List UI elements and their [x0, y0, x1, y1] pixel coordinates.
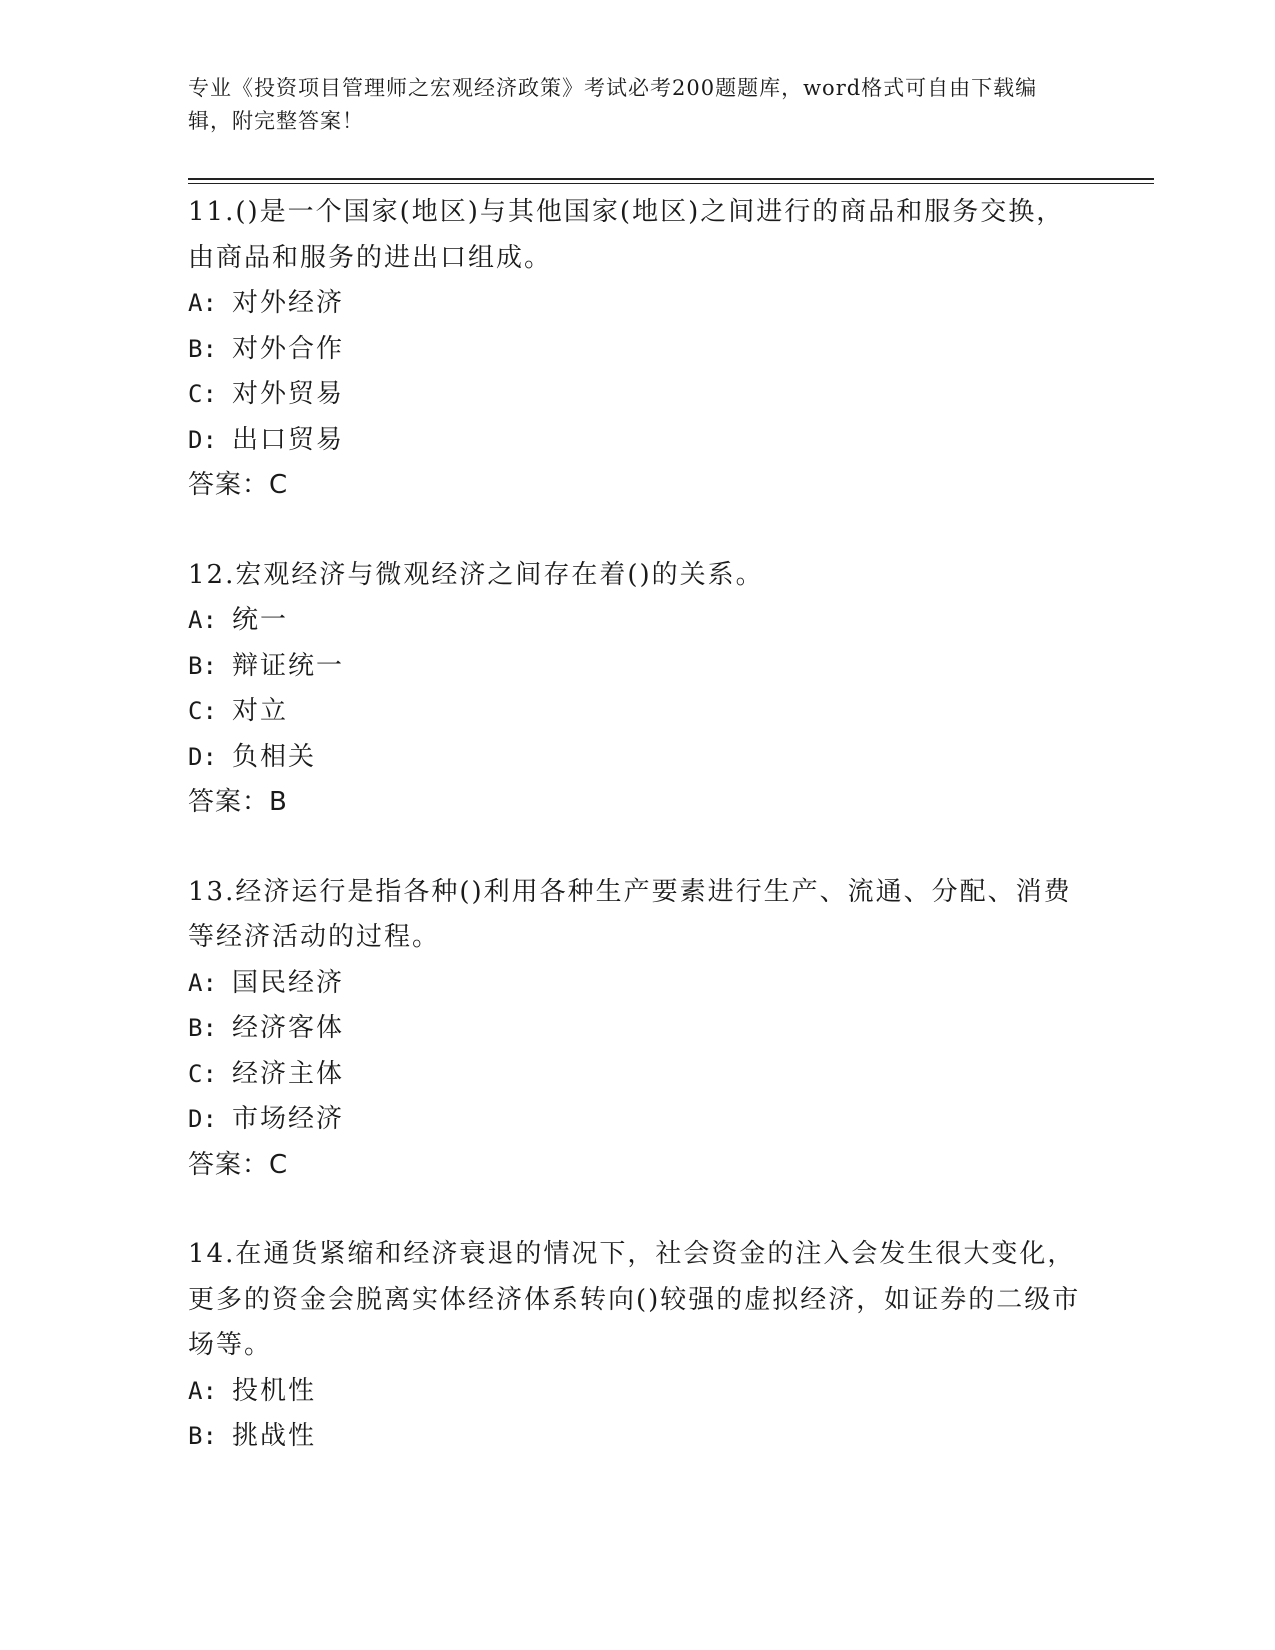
answer: 答案：C — [188, 470, 289, 500]
question-14 — [188, 1232, 1088, 1460]
option-letter: A: — [188, 289, 217, 317]
option-text: 国民经济 — [232, 967, 345, 998]
option-text: 对外合作 — [232, 333, 345, 364]
option-letter: C: — [188, 1059, 217, 1088]
question-12 — [188, 553, 1088, 826]
option-text: 市场经济 — [232, 1104, 345, 1134]
option-c — [188, 372, 1088, 418]
option-text: 经济客体 — [232, 1013, 345, 1043]
header-divider-thin — [188, 183, 1154, 184]
option-text: 统一 — [232, 605, 289, 635]
question-11 — [188, 190, 1088, 509]
document-header: 专业《投资项目管理师之宏观经济政策》考试必考200题题库，word格式可自由下载编辑，附完整答案！ — [188, 76, 1038, 133]
option-b — [188, 327, 1088, 373]
option-letter: A: — [188, 968, 217, 997]
option-letter: D: — [188, 742, 217, 771]
option-text: 对立 — [232, 696, 289, 726]
question-text: 12.宏观经济与微观经济之间存在着()的关系。 — [188, 559, 764, 590]
question-13 — [188, 870, 1088, 1189]
question-list — [188, 190, 1088, 1504]
question-text: 13.经济运行是指各种()利用各种生产要素进行生产、流通、分配、消费等经济活动的过程。 — [188, 876, 1072, 952]
answer: 答案：C — [188, 1149, 289, 1180]
answer: 答案：B — [188, 787, 288, 817]
option-letter: B: — [188, 1422, 217, 1450]
option-text: 对外经济 — [232, 288, 345, 318]
option-text: 负相关 — [232, 741, 317, 772]
option-text: 投机性 — [232, 1375, 317, 1406]
option-letter: D: — [188, 1105, 217, 1133]
option-letter: B: — [188, 1014, 217, 1042]
option-letter: A: — [188, 606, 217, 634]
header-divider-thick — [188, 178, 1154, 180]
question-text: 11.()是一个国家(地区)与其他国家(地区)之间进行的商品和服务交换，由商品和服务的进出口组成。 — [188, 197, 1065, 273]
option-d — [188, 735, 1088, 781]
option-text: 对外贸易 — [232, 379, 345, 409]
option-letter: C: — [188, 697, 217, 725]
option-d — [188, 418, 1088, 464]
option-a — [188, 1369, 1088, 1415]
option-a — [188, 961, 1088, 1007]
option-letter: B: — [188, 651, 217, 680]
option-letter: B: — [188, 334, 217, 363]
option-text: 出口贸易 — [232, 424, 345, 455]
option-letter: C: — [188, 380, 217, 408]
option-b — [188, 1414, 1088, 1460]
option-a — [188, 281, 1088, 327]
option-text: 经济主体 — [232, 1058, 345, 1089]
option-text: 辩证统一 — [232, 650, 345, 681]
option-c — [188, 1052, 1088, 1098]
question-text: 14.在通货紧缩和经济衰退的情况下，社会资金的注入会发生很大变化，更多的资金会脱离实体经济体系转向()较强的虚拟经济，如证券的二级市场等。 — [188, 1239, 1081, 1360]
option-letter: D: — [188, 425, 217, 454]
option-b — [188, 1006, 1088, 1052]
option-c — [188, 689, 1088, 735]
option-a — [188, 598, 1088, 644]
option-b — [188, 644, 1088, 690]
option-text: 挑战性 — [232, 1421, 317, 1451]
option-d — [188, 1097, 1088, 1143]
option-letter: A: — [188, 1376, 217, 1405]
